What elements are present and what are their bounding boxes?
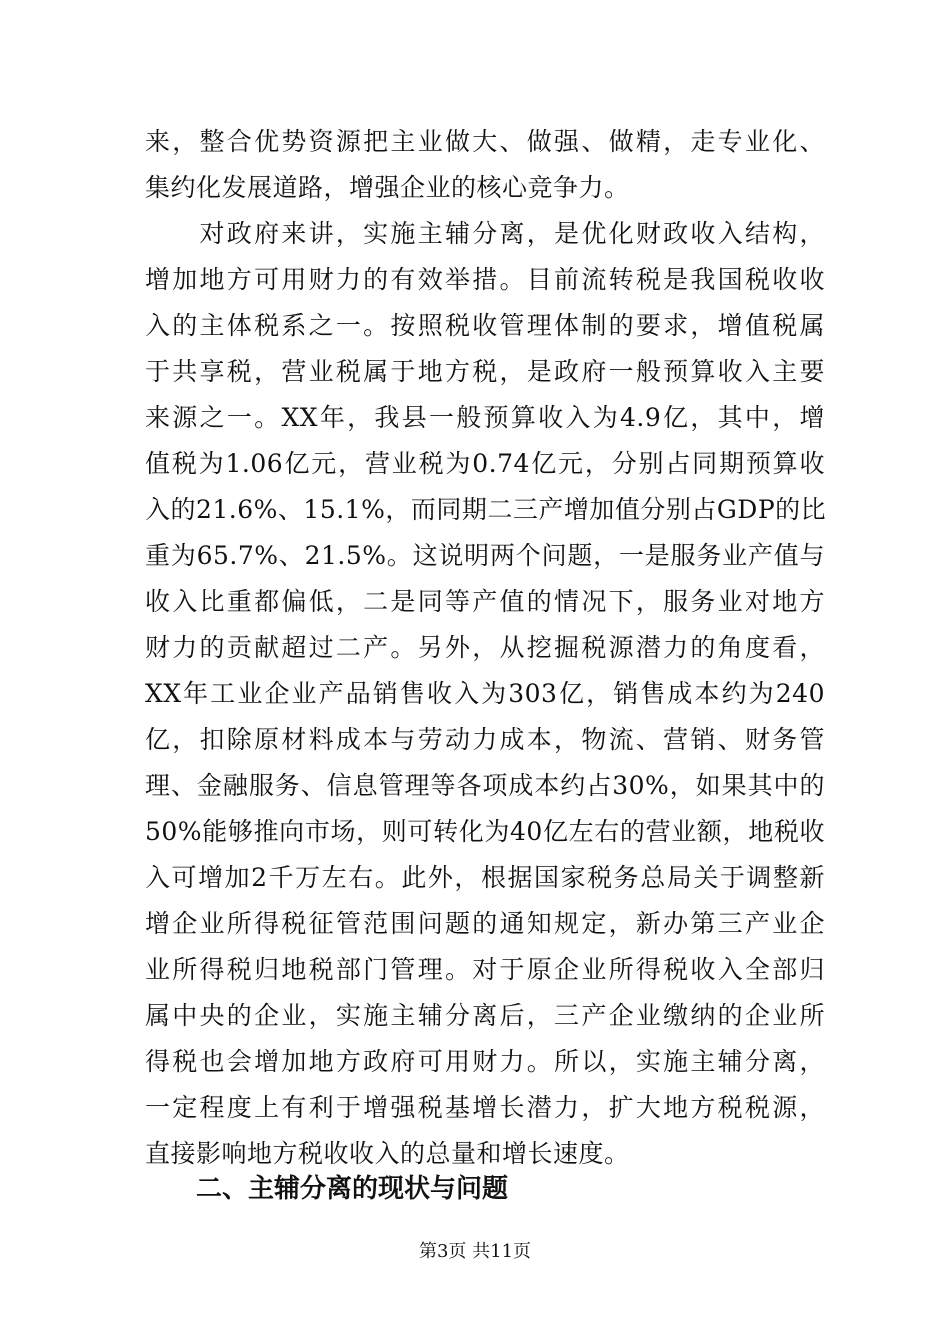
body-line: 直接影响地方税收收入的总量和增长速度。 (145, 1139, 630, 1168)
body-line: 入的主体税系之一。按照税收管理体制的要求，增值税属 (145, 311, 825, 340)
body-line: 重为65.7%、21.5%。这说明两个问题，一是服务业产值与 (145, 541, 825, 570)
body-line: 来，整合优势资源把主业做大、做强、做精，走专业化、 (145, 127, 825, 156)
body-line: 一定程度上有利于增强税基增长潜力，扩大地方税税源， (145, 1093, 825, 1122)
body-line: 集约化发展道路，增强企业的核心竞争力。 (145, 173, 630, 202)
body-line: 值税为1.06亿元，营业税为0.74亿元，分别占同期预算收 (145, 449, 825, 478)
body-line: 入的21.6%、15.1%，而同期二三产增加值分别占GDP的比 (145, 495, 827, 524)
body-line: 收入比重都偏低，二是同等产值的情况下，服务业对地方 (145, 587, 825, 616)
body-line: 亿，扣除原材料成本与劳动力成本，物流、营销、财务管 (145, 725, 825, 754)
body-line: 于共享税，营业税属于地方税，是政府一般预算收入主要 (145, 357, 825, 386)
body-line: 对政府来讲，实施主辅分离，是优化财政收入结构， (145, 219, 825, 248)
body-line: 入可增加2千万左右。此外，根据国家税务总局关于调整新 (145, 863, 825, 892)
body-line: XX年工业企业产品销售收入为303亿，销售成本约为240 (145, 679, 825, 708)
body-line: 财力的贡献超过二产。另外，从挖掘税源潜力的角度看， (145, 633, 825, 662)
body-line: 属中央的企业，实施主辅分离后，三产企业缴纳的企业所 (145, 1001, 825, 1030)
section-heading: 二、主辅分离的现状与问题 (196, 1174, 509, 1204)
body-line: 来源之一。XX年，我县一般预算收入为4.9亿，其中，增 (145, 403, 825, 432)
body-line: 业所得税归地税部门管理。对于原企业所得税收入全部归 (145, 955, 825, 984)
body-line: 增加地方可用财力的有效举措。目前流转税是我国税收收 (145, 265, 825, 294)
body-line: 50%能够推向市场，则可转化为40亿左右的营业额，地税收 (145, 817, 825, 846)
body-line: 增企业所得税征管范围问题的通知规定，新办第三产业企 (145, 909, 825, 938)
page-number: 第3页 共11页 (418, 1241, 532, 1262)
body-line: 理、金融服务、信息管理等各项成本约占30%，如果其中的 (145, 771, 825, 800)
body-line: 得税也会增加地方政府可用财力。所以，实施主辅分离， (145, 1047, 825, 1076)
